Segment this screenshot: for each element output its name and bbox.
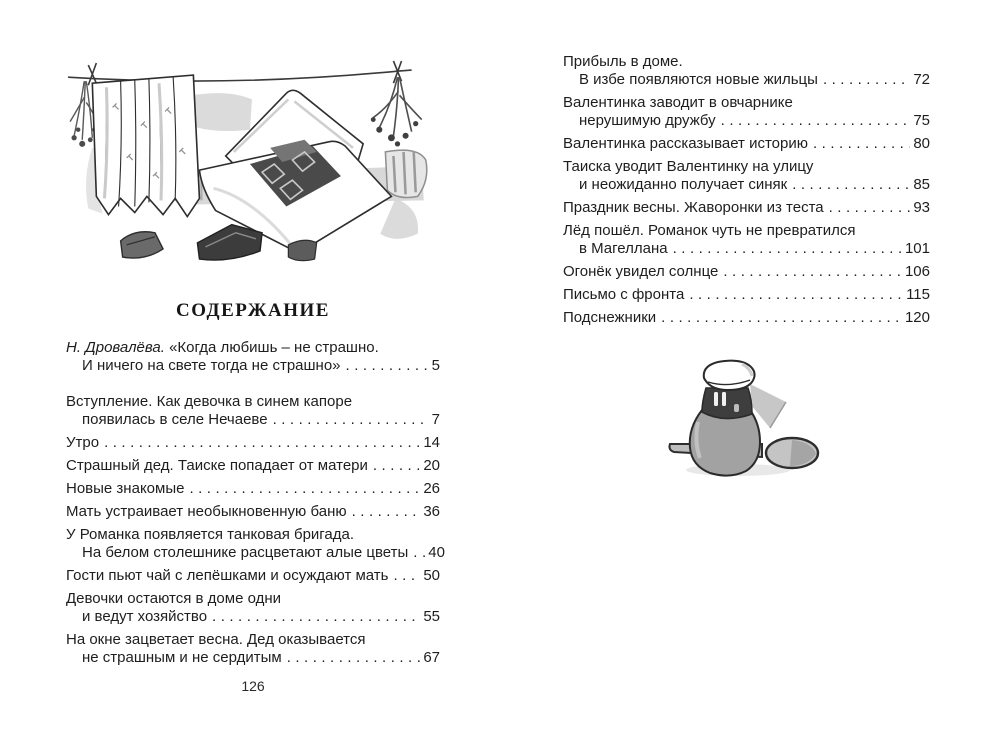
page-number-footer: 126 — [241, 678, 265, 694]
toc-entry-line — [563, 240, 930, 258]
toc-page-number: 26 — [423, 480, 440, 497]
toc-entry-title: Девочки остаются в доме одни — [66, 590, 282, 607]
dot-leader — [373, 457, 420, 475]
toc-entry — [66, 526, 445, 562]
toc-entry-line — [66, 526, 440, 544]
toc-entry — [563, 158, 930, 194]
toc-entry — [66, 567, 440, 585]
toc-entry — [563, 53, 930, 89]
dot-leader — [346, 357, 429, 375]
toc-entry-line — [66, 457, 440, 475]
right-page — [563, 0, 930, 751]
toc-page-number: 7 — [431, 411, 440, 428]
dot-leader — [689, 286, 903, 304]
toc-entry-title: появилась в селе Нечаеве — [82, 411, 268, 428]
toc-page-number: 55 — [423, 608, 440, 625]
toc-entry — [563, 222, 930, 258]
toc-entry-line — [66, 357, 440, 375]
toc-entry-line — [66, 480, 440, 498]
toc-entry — [563, 263, 930, 281]
toc-entry-line — [563, 53, 930, 71]
toc-entry — [66, 339, 440, 375]
toc-entry-title: нерушимую дружбу — [579, 112, 716, 129]
toc-entry-line — [563, 286, 930, 304]
toc-page-number: 106 — [904, 263, 930, 280]
dot-leader — [287, 649, 421, 667]
toc-page-number: 75 — [913, 112, 930, 129]
toc-entry-title: На окне зацветает весна. Дед оказывается — [66, 631, 366, 648]
toc-entry-line — [66, 631, 440, 649]
toc-entry-title: На белом столешнике расцветают алые цветы — [82, 544, 409, 561]
toc-entry-title: Подснежники — [563, 309, 657, 326]
toc-page-number: 85 — [913, 176, 930, 193]
dot-leader — [189, 480, 420, 498]
toc-entry — [563, 199, 930, 217]
toc-entry — [66, 631, 440, 667]
toc-entry-title: Таиска уводит Валентинку на улицу — [563, 158, 814, 175]
toc-page-number: 36 — [423, 503, 440, 520]
toc-entry-title: Новые знакомые — [66, 480, 185, 497]
toc-entry-line — [66, 393, 440, 411]
dot-leader — [813, 135, 910, 153]
dot-leader — [823, 71, 910, 89]
left-page — [66, 0, 445, 751]
dot-leader — [212, 608, 420, 626]
clothesline-bed-illustration — [62, 46, 446, 272]
toc-entry-title: и ведут хозяйство — [82, 608, 208, 625]
toc-entry-line — [563, 222, 930, 240]
toc-page-number: 20 — [423, 457, 440, 474]
dot-leader — [723, 263, 902, 281]
toc-entry-title: В избе появляются новые жильцы — [579, 71, 818, 88]
toc-right-column — [563, 53, 930, 332]
toc-entry-title: Валентинка заводит в овчарнике — [563, 94, 793, 111]
toc-page-number: 50 — [423, 567, 440, 584]
toc-entry-line — [563, 94, 930, 112]
toc-entry-line — [66, 503, 440, 521]
dot-leader — [673, 240, 902, 258]
toc-entry-line — [563, 112, 930, 130]
toc-entry-line — [66, 434, 440, 452]
toc-entry-line — [66, 590, 440, 608]
toc-entry-title: Прибыль в доме. — [563, 53, 683, 70]
toc-entry — [66, 480, 440, 498]
toc-entry-title: Утро — [66, 434, 100, 451]
toc-entry-title: и неожиданно получает синяк — [579, 176, 788, 193]
toc-entry-title: в Магеллана — [579, 240, 668, 257]
toc-entry-line — [563, 158, 930, 176]
toc-left-column — [66, 339, 445, 672]
dot-leader — [104, 434, 420, 452]
toc-entry — [66, 590, 440, 626]
dot-leader — [792, 176, 910, 194]
toc-entry — [563, 286, 930, 304]
toc-entry-title: Валентинка рассказывает историю — [563, 135, 808, 152]
toc-entry-title: Огонёк увидел солнце — [563, 263, 719, 280]
toc-entry-line — [563, 199, 930, 217]
toc-entry-title: Гости пьют чай с лепёшками и осуждают мать — [66, 567, 389, 584]
toc-entry-title: не страшным и не сердитым — [82, 649, 282, 666]
toc-page-number: 14 — [423, 434, 440, 451]
dot-leader — [661, 309, 902, 327]
jug-spoon-illustration — [658, 358, 836, 484]
dot-leader — [721, 112, 911, 130]
toc-entry-line — [563, 135, 930, 153]
toc-entry — [66, 434, 440, 452]
toc-entry — [563, 309, 930, 327]
toc-page-number: 120 — [904, 309, 930, 326]
toc-entry-title: Вступление. Как девочка в синем капоре — [66, 393, 353, 410]
toc-entry-line — [563, 263, 930, 281]
toc-entry-line — [66, 411, 440, 429]
toc-entry-title: Н. Дровалёва. «Когда любишь – не страшно. — [66, 339, 379, 356]
toc-entry-line — [66, 608, 440, 626]
toc-entry — [563, 135, 930, 153]
toc-entry — [66, 393, 440, 429]
toc-entry-line — [66, 339, 440, 357]
toc-entry — [563, 94, 930, 130]
dot-leader — [413, 544, 425, 562]
toc-entry — [66, 457, 440, 475]
contents-heading: СОДЕРЖАНИЕ — [176, 300, 330, 321]
toc-entry-line — [66, 567, 440, 585]
toc-page-number: 67 — [423, 649, 440, 666]
toc-entry — [66, 503, 440, 521]
dot-leader — [273, 411, 429, 429]
toc-entry-line — [563, 176, 930, 194]
dot-leader — [394, 567, 421, 585]
toc-entry-title: Лёд пошёл. Романок чуть не превратился — [563, 222, 856, 239]
toc-entry-line — [563, 309, 930, 327]
toc-author-name: Н. Дровалёва. — [66, 339, 170, 356]
toc-entry-line — [66, 649, 440, 667]
dot-leader — [352, 503, 421, 521]
toc-page-number: 40 — [428, 544, 445, 561]
toc-page-number: 72 — [913, 71, 930, 88]
toc-page-number: 115 — [906, 286, 930, 303]
toc-entry-title: Письмо с фронта — [563, 286, 685, 303]
toc-page-number: 80 — [913, 135, 930, 152]
toc-page-number: 101 — [904, 240, 930, 257]
toc-entry-title: И ничего на свете тогда не страшно» — [82, 357, 341, 374]
toc-page-number: 93 — [913, 199, 930, 216]
toc-entry-line — [66, 544, 445, 562]
toc-entry-line — [563, 71, 930, 89]
toc-entry-title: Страшный дед. Таиске попадает от матери — [66, 457, 368, 474]
toc-page-number: 5 — [431, 357, 440, 374]
toc-entry-title: Праздник весны. Жаворонки из теста — [563, 199, 824, 216]
toc-entry-title: У Романка появляется танковая бригада. — [66, 526, 355, 543]
toc-entry-title: Мать устраивает необыкновенную баню — [66, 503, 347, 520]
dot-leader — [829, 199, 911, 217]
